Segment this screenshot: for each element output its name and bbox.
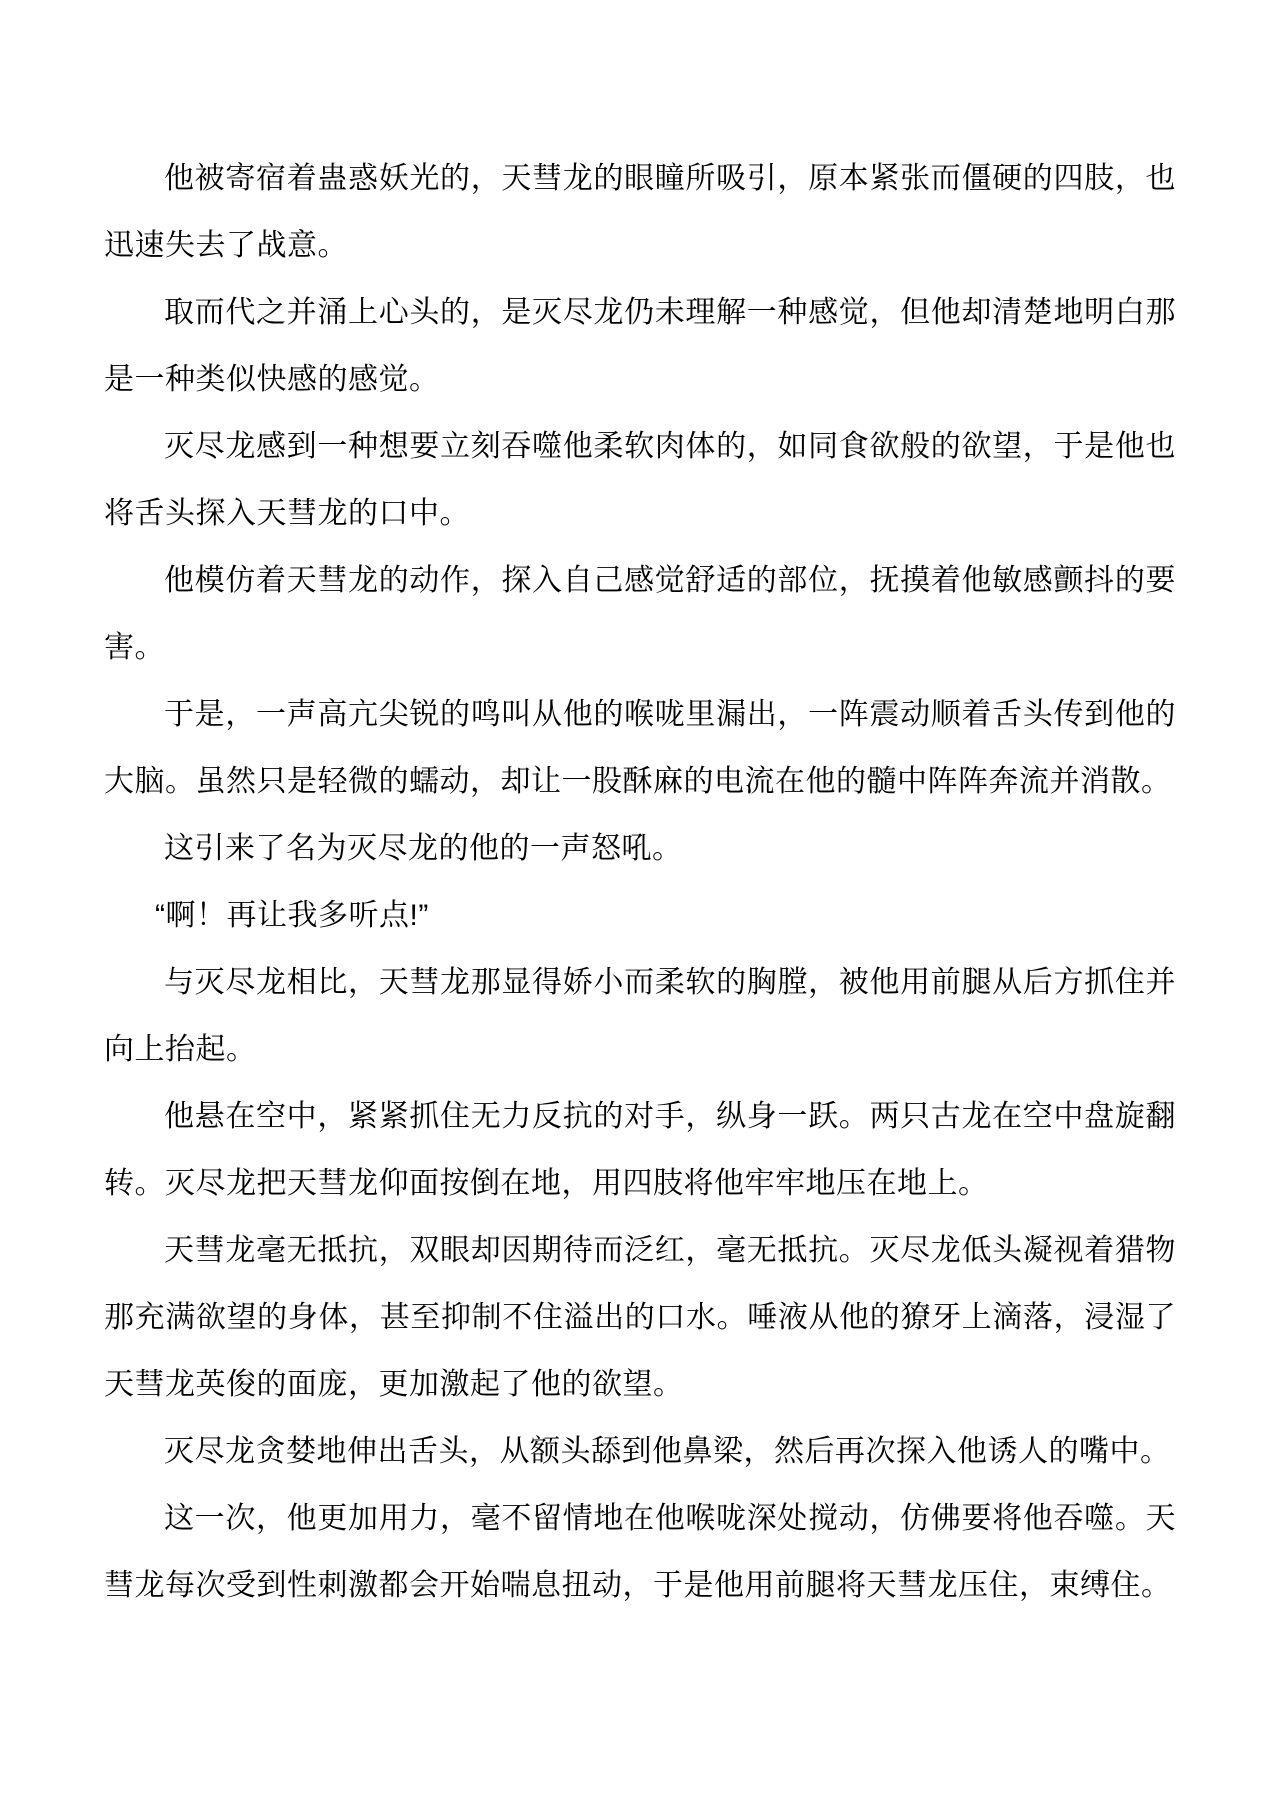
paragraph: 取而代之并涌上心头的，是灭尽龙仍未理解一种感觉，但他却清楚地明白那是一种类似快感的感觉。 <box>104 296 1176 396</box>
paragraph: 他模仿着天彗龙的动作，探入自己感觉舒适的部位，抚摸着他敏感颤抖的要害。 <box>104 564 1176 664</box>
paragraph: 他被寄宿着蛊惑妖光的，天彗龙的眼瞳所吸引，原本紧张而僵硬的四肢，也迅速失去了战意。 <box>104 162 1176 262</box>
paragraph: 这一次，他更加用力，毫不留情地在他喉咙深处搅动，仿佛要将他吞噬。天彗龙每次受到性刺激都会开始喘息扭动，于是他用前腿将天彗龙压住，束缚住。 <box>104 1502 1176 1602</box>
paragraph: 这引来了名为灭尽龙的他的一声怒吼。 <box>164 832 683 865</box>
paragraph: 于是，一声高亢尖锐的鸣叫从他的喉咙里漏出，一阵震动顺着舌头传到他的大脑。虽然只是轻微的蠕动，却让一股酥麻的电流在他的髓中阵阵奔流并消散。 <box>104 698 1176 798</box>
paragraph: 灭尽龙感到一种想要立刻吞噬他柔软肉体的，如同食欲般的欲望，于是他也将舌头探入天彗龙的口中。 <box>104 430 1176 530</box>
paragraph: 天彗龙毫无抵抗，双眼却因期待而泛红，毫无抵抗。灭尽龙低头凝视着猎物那充满欲望的身体，甚至抑制不住溢出的口水。唾液从他的獠牙上滴落，浸湿了天彗龙英俊的面庞，更加激起了他的欲望。 <box>104 1234 1176 1401</box>
text-body <box>104 145 1176 1619</box>
paragraph: “啊！再让我多听点!” <box>155 899 429 932</box>
paragraph: 他悬在空中，紧紧抓住无力反抗的对手，纵身一跃。两只古龙在空中盘旋翻转。灭尽龙把天彗龙仰面按倒在地，用四肢将他牢牢地压在地上。 <box>104 1100 1176 1200</box>
paragraph: 灭尽龙贪婪地伸出舌头，从额头舔到他鼻梁，然后再次探入他诱人的嘴中。 <box>164 1435 1171 1468</box>
paragraph: 与灭尽龙相比，天彗龙那显得娇小而柔软的胸膛，被他用前腿从后方抓住并向上抬起。 <box>104 966 1176 1066</box>
